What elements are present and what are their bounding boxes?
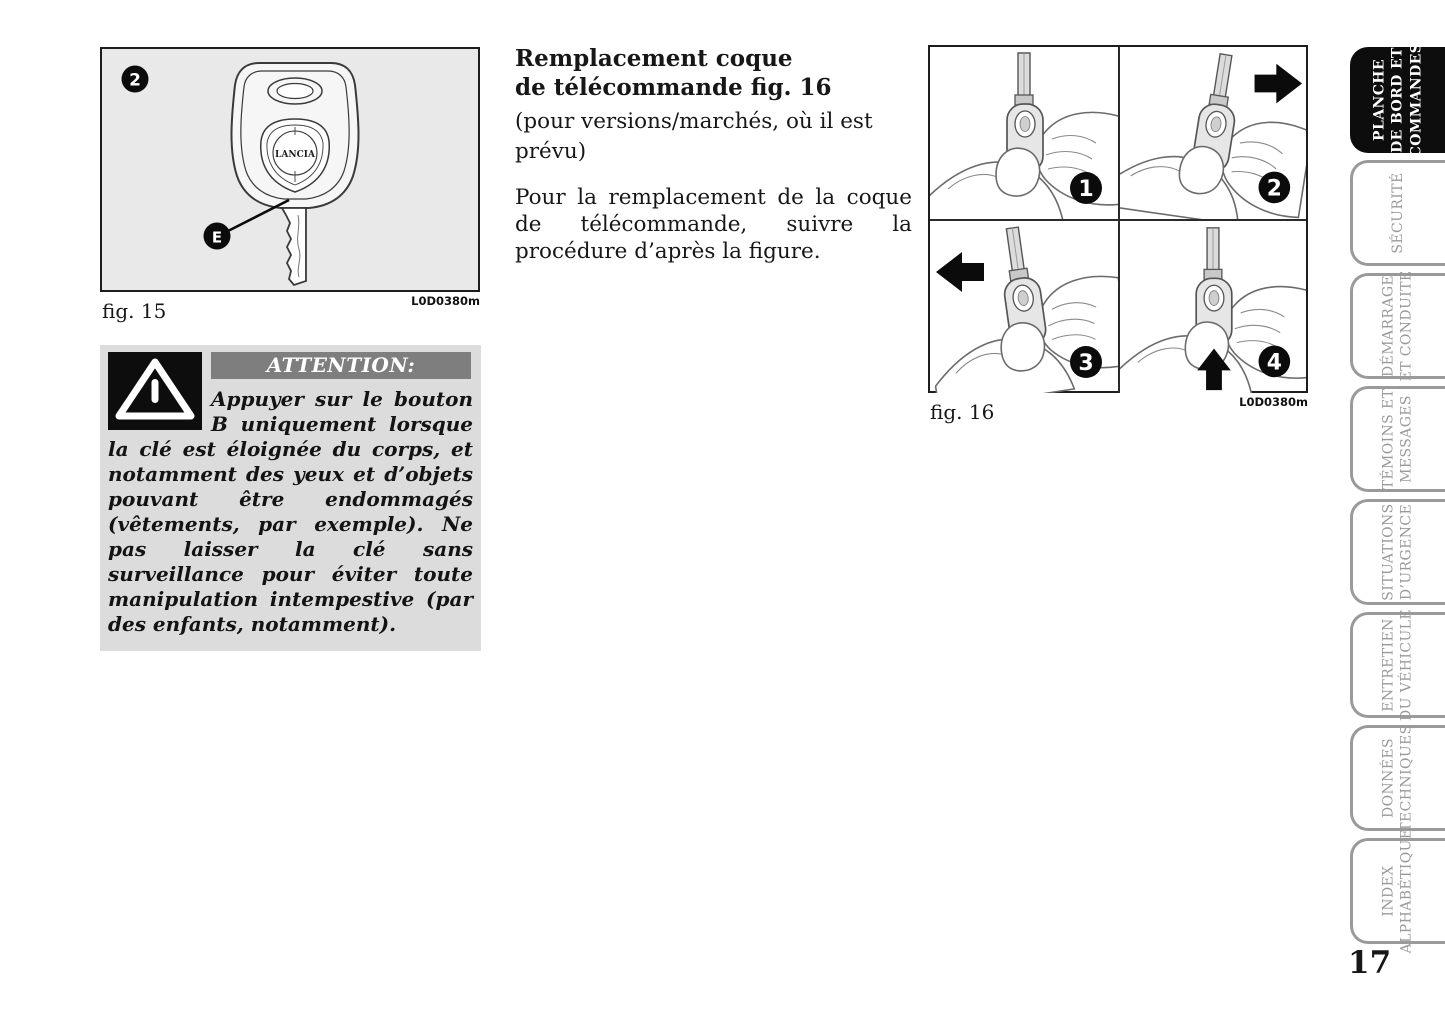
key-illustration: [102, 49, 478, 290]
figure-16-footer: [928, 394, 1308, 430]
svg-text:2: 2: [129, 70, 141, 91]
arrow-left-icon: [936, 252, 984, 292]
fig16-step-3-panel: [930, 219, 1118, 393]
warning-box: [100, 345, 481, 651]
figure-15-caption: fig. 15: [102, 299, 167, 323]
figure-index-badge: [122, 66, 149, 93]
tab-label: DÉMARRAGE ET CONDUITE: [1380, 270, 1415, 382]
svg-text:1: 1: [1078, 177, 1094, 202]
heading-line-1: Remplacement coque: [515, 45, 793, 72]
page-number: 17: [1348, 945, 1392, 981]
step-2-badge: [1259, 172, 1291, 204]
fig16-step-4-panel: [1118, 219, 1306, 393]
sidebar-tab-index-alphabetique[interactable]: [1350, 828, 1445, 954]
tab-label: INDEX ALPHABÉTIQUE: [1380, 828, 1415, 954]
attention-header-bar: [211, 352, 471, 379]
article-subtitle: (pour versions/marchés, où il est prévu): [515, 109, 873, 164]
tab-label: TÉMOINS ET MESSAGES: [1380, 388, 1415, 490]
arrow-right-icon: [1255, 64, 1302, 104]
step-4-badge: [1259, 346, 1291, 378]
tab-label: SITUATIONS D’URGENCE: [1380, 503, 1415, 601]
figure-15-code: L0D0380m: [411, 294, 480, 308]
fig16-step-2-panel: [1118, 47, 1306, 219]
tab-label: PLANCHE DE BORD ET COMMANDES: [1370, 42, 1424, 158]
article-body: Pour la remplacement de la coque de télécommande, suivre la procédure d’après la figure.: [515, 185, 912, 264]
tab-label: DONNÉES TECHNIQUES: [1380, 724, 1415, 832]
key-head: [232, 63, 359, 208]
key-part-label: [204, 200, 290, 250]
warning-text: Appuyer sur le bouton B uniquement lorsque la clé est éloignée du corps, et notamment des yeux et d’objets pouvant être endommagés (vêtements, par exemple). Ne pas laisser la clé sans surveillance pour éviter toute manipulation intempestive (par des enfants, notamment).: [108, 387, 473, 636]
warning-triangle-icon: [108, 352, 202, 430]
figure-16-caption: fig. 16: [930, 400, 995, 424]
article-heading: [515, 44, 912, 102]
tab-label: ENTRETIEN DU VÉHICULE: [1380, 609, 1415, 721]
figure-16-code: L0D0380m: [1239, 395, 1308, 409]
svg-text:2: 2: [1266, 176, 1282, 202]
svg-text:3: 3: [1078, 351, 1094, 376]
attention-label: ATTENTION:: [266, 353, 416, 377]
svg-text:4: 4: [1266, 350, 1282, 376]
figure-15-footer: [100, 293, 480, 329]
key-blade: [282, 208, 306, 285]
step-1-badge: [1070, 172, 1102, 204]
svg-text:LANCIA: LANCIA: [275, 150, 315, 160]
tab-label: SÉCURITÉ: [1389, 172, 1406, 254]
fig16-step-1-panel: [930, 47, 1118, 219]
step-3-badge: [1070, 346, 1102, 378]
heading-line-2: de télécommande fig. 16: [515, 74, 832, 101]
figure-16-box: [928, 45, 1308, 393]
figure-15-box: [100, 47, 480, 292]
article-column: [515, 44, 912, 265]
figure-16-grid: [930, 47, 1306, 391]
svg-text:E: E: [211, 228, 223, 247]
